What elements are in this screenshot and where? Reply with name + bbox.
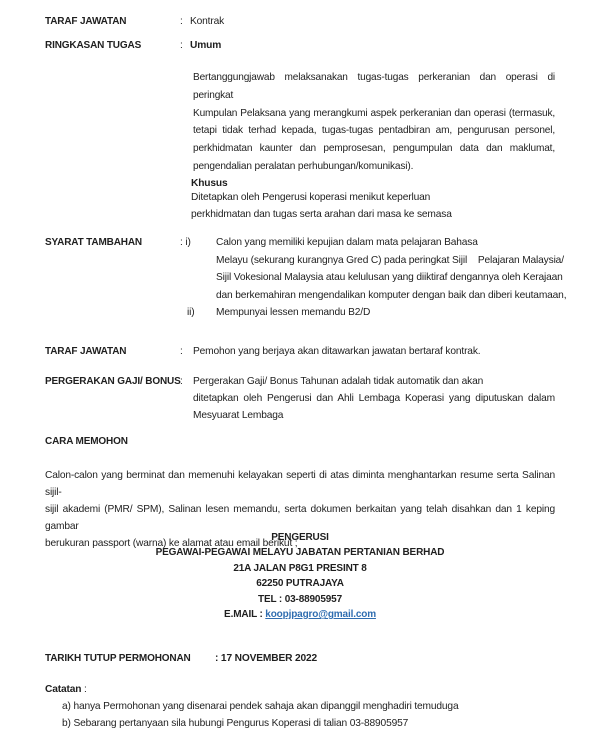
- catatan-notes: [62, 698, 458, 732]
- catatan-colon: :: [81, 684, 87, 695]
- email-link[interactable]: koopjpagro@gmail.com: [265, 609, 376, 621]
- taraf-jawatan-value: Kontrak: [190, 16, 225, 27]
- syarat-item-2-marker: ii): [187, 307, 195, 318]
- taraf-jawatan-2-colon: :: [180, 346, 183, 357]
- umum-heading: Umum: [190, 40, 222, 51]
- khusus-line: Ditetapkan oleh Pengerusi koperasi menikut keperluan: [191, 192, 431, 203]
- catatan-heading: [45, 683, 87, 697]
- umum-line: tetapi tidak terhad kepada, tugas-tugas pentadbiran am, pengurusan personel,: [193, 125, 555, 137]
- khusus-description: [191, 190, 452, 223]
- umum-line: pengendalian peralatan perhubungan/komunikasi).: [193, 160, 414, 172]
- syarat-item-line: Calon yang memiliki kepujian dalam mata pelajaran Bahasa: [216, 237, 478, 248]
- cara-memohon-line: Calon-calon yang berminat dan memenuhi kelayakan seperti di atas diminta menghantarkan resume serta Salinan sijil-: [45, 470, 555, 498]
- address-telephone: TEL : 03-88905957: [258, 593, 342, 605]
- pergerakan-gaji-label: PERGERAKAN GAJI/ BONUS: [45, 376, 181, 387]
- note-item: b) Sebarang pertanyaan sila hubungi Pengurus Koperasi di talian 03-88905957: [62, 718, 409, 729]
- syarat-item-line: Melayu (sekurang kurangnya Gred C) pada peringkat Sijil Pelajaran Malaysia/: [216, 254, 564, 266]
- tarikh-tutup-label: TARIKH TUTUP PERMOHONAN: [45, 653, 191, 664]
- gaji-line: Pergerakan Gaji/ Bonus Tahunan adalah tidak automatik dan akan: [193, 376, 484, 387]
- taraf-jawatan-2-label: TARAF JAWATAN: [45, 346, 127, 357]
- syarat-tambahan-label: SYARAT TAMBAHAN: [45, 237, 143, 248]
- catatan-label: Catatan: [45, 684, 82, 695]
- taraf-jawatan-label: TARAF JAWATAN: [45, 16, 127, 27]
- syarat-item-line: Mempunyai lessen memandu B2/D: [216, 307, 371, 318]
- syarat-item-line: Sijil Vokesional Malaysia atau kelulusan yang diiktiraf dengannya oleh Kerajaan: [216, 272, 563, 283]
- email-label: E.MAIL :: [224, 609, 266, 621]
- cara-memohon-line: berukuran passport (warna) ke alamat atau email berikut ;: [45, 538, 298, 549]
- syarat-item-line: dan berkemahiran mengendalikan komputer dengan baik dan diberi keutamaan,: [216, 289, 567, 301]
- address-recipient: PENGERUSI: [271, 532, 329, 543]
- gaji-line: Mesyuarat Lembaga: [193, 410, 284, 421]
- syarat-item-1-marker: : i): [180, 237, 191, 248]
- syarat-item-1: [216, 234, 566, 304]
- gaji-line: ditetapkan oleh Pengerusi dan Ahli Lembaga Koperasi yang diputuskan dalam: [193, 393, 555, 404]
- pergerakan-gaji-colon: :: [180, 376, 183, 387]
- umum-line: Kumpulan Pelaksana yang merangkumi aspek perkeranian dan operasi (termasuk,: [193, 107, 555, 119]
- umum-line: perkhidmatan kaunter dan pemprosesan, pengumpulan data dan maklumat,: [193, 143, 555, 155]
- syarat-item-2: [216, 304, 370, 322]
- cara-memohon-heading: CARA MEMOHON: [45, 436, 128, 447]
- address-email-row: [0, 607, 600, 622]
- umum-description: [193, 69, 555, 176]
- note-item: a) hanya Permohonan yang disenarai pendek sahaja akan dipanggil menghadiri temuduga: [62, 701, 459, 712]
- address-city: 62250 PUTRAJAYA: [256, 578, 344, 590]
- tarikh-tutup-value: : 17 NOVEMBER 2022: [215, 653, 318, 664]
- taraf-jawatan-2-value: Pemohon yang berjaya akan ditawarkan jawatan bertaraf kontrak.: [193, 346, 481, 357]
- ringkasan-tugas-colon: :: [180, 40, 183, 51]
- taraf-jawatan-colon: :: [180, 16, 183, 27]
- address-block: [0, 530, 600, 622]
- ringkasan-tugas-label: RINGKASAN TUGAS: [45, 40, 142, 51]
- khusus-line: perkhidmatan dan tugas serta arahan dari masa ke semasa: [191, 208, 452, 220]
- umum-line: Bertanggungjawab melaksanakan tugas-tugas perkeranian dan operasi di peringkat: [193, 72, 555, 101]
- pergerakan-gaji-description: [193, 373, 555, 424]
- address-organization: PEGAWAI-PEGAWAI MELAYU JABATAN PERTANIAN BERHAD: [155, 547, 445, 559]
- khusus-heading: Khusus: [191, 178, 228, 189]
- address-street: 21A JALAN P8G1 PRESINT 8: [233, 562, 367, 574]
- cara-memohon-line: sijil akademi (PMR/ SPM), Salinan lesen memandu, serta dokumen berkaitan yang telah disahkan dan 1 keping gambar: [45, 504, 555, 532]
